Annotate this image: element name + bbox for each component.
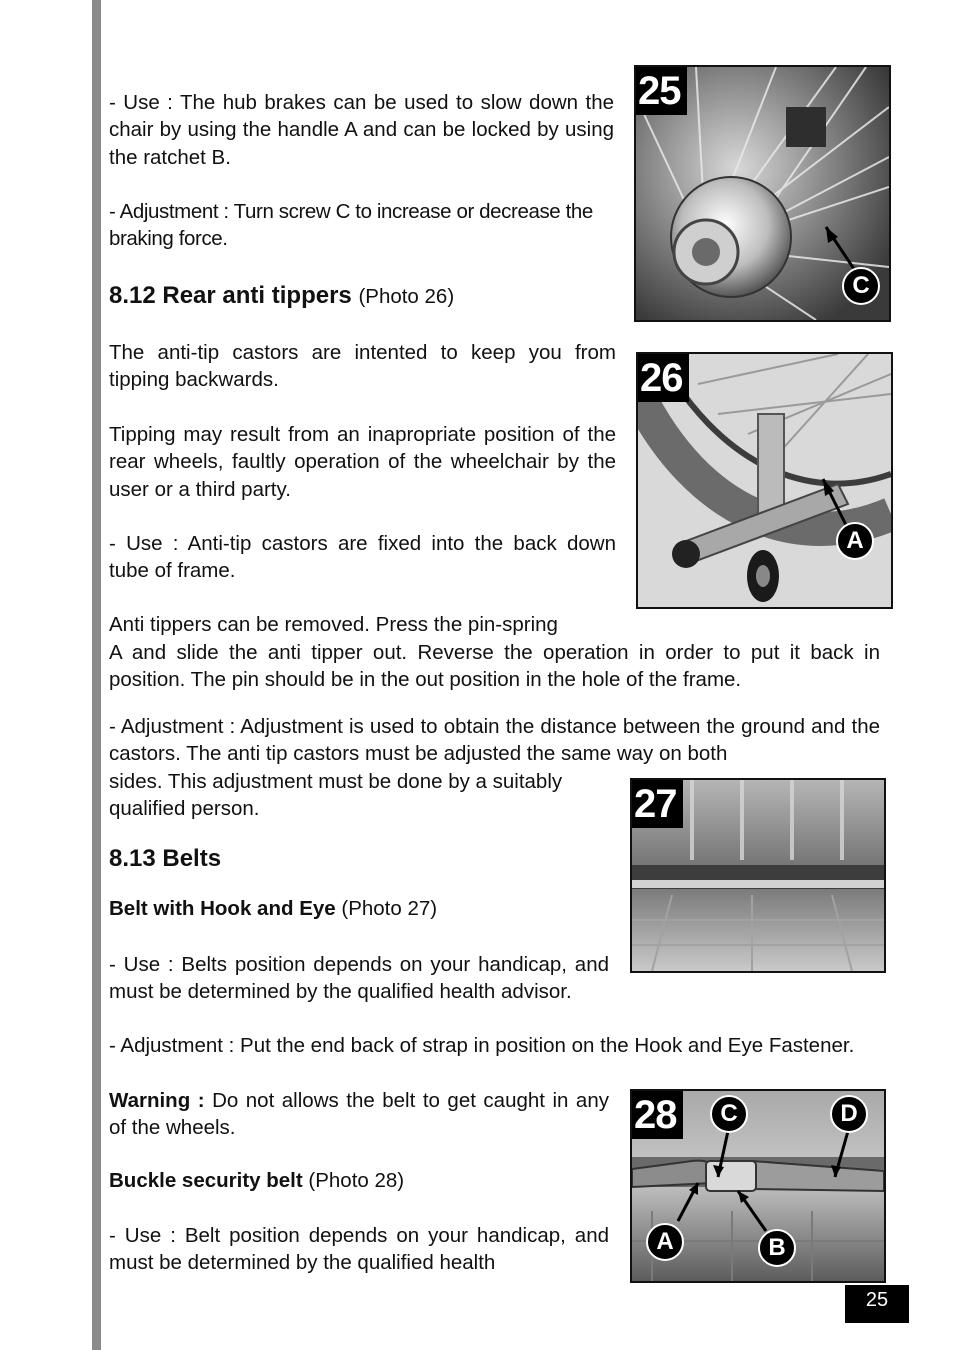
warning-body: Do not allows the belt to get caught in any of the wheels. [109, 1089, 609, 1140]
buckle-title: Buckle security belt [109, 1169, 303, 1192]
photo-26-anti-tipper [636, 352, 893, 609]
photo-28-callout-a: A [646, 1223, 684, 1261]
section-812-title: 8.12 Rear anti tippers [109, 282, 352, 309]
anti-tip-removal-line1: Anti tippers can be removed. Press the pin-spring [109, 613, 558, 636]
hook-eye-heading [109, 897, 437, 921]
anti-tip-use-text: - Use : Anti-tip castors are fixed into the back down tube of frame. [109, 532, 616, 583]
anti-tip-adjust-text: - Adjustment : Adjustment is used to obtain the distance between the ground and the castors. The anti tip castors must be adjusted the same way on both [109, 715, 880, 766]
photo-26-callout-a: A [836, 522, 874, 560]
photo-28-buckle-belt [630, 1089, 886, 1283]
hook-eye-use-text: - Use : Belts position depends on your handicap, and must be determined by the qualified health advisor. [109, 953, 609, 1004]
photo-27-number: 27 [632, 780, 683, 828]
page-number: 25 [845, 1285, 909, 1323]
photo-25-number: 25 [636, 67, 687, 115]
page-side-bar [92, 0, 101, 1350]
photo-25-hub-brake [634, 65, 891, 322]
warning-label: Warning : [109, 1089, 205, 1112]
hook-eye-title: Belt with Hook and Eye [109, 897, 336, 920]
buckle-heading [109, 1169, 404, 1193]
anti-tip-intro-text: The anti-tip castors are intented to keep you from tipping backwards. [109, 341, 616, 392]
section-813-title: 8.13 Belts [109, 845, 222, 872]
hub-brakes-use-text: - Use : The hub brakes can be used to slow down the chair by using the handle A and can be locked by using the ratchet B. [109, 91, 614, 169]
anti-tip-removal-text: A and slide the anti tipper out. Reverse the operation in order to put it back in position. The pin should be in the out position in the hole of the frame. [109, 641, 880, 692]
photo-28-callout-b: B [758, 1229, 796, 1267]
photo-28-callout-c: C [710, 1095, 748, 1133]
hub-brakes-adjust-text: - Adjustment : Turn screw C to increase or decrease the braking force. [109, 200, 593, 251]
hook-eye-adjust-text: - Adjustment : Put the end back of strap in position on the Hook and Eye Fastener. [109, 1034, 855, 1057]
warning-text [109, 1087, 609, 1142]
buckle-use-text: - Use : Belt position depends on your handicap, and must be determined by the qualified health [109, 1224, 609, 1275]
photo-25-callout-c: C [842, 267, 880, 305]
photo-28-callout-d: D [830, 1095, 868, 1133]
anti-tip-adjust-text-cont: sides. This adjustment must be done by a suitably qualified person. [109, 770, 563, 821]
anti-tip-risk-text: Tipping may result from an inapropriate position of the rear wheels, faultly operation of the wheelchair by the user or a third party. [109, 423, 616, 501]
photo-28-number: 28 [632, 1091, 683, 1139]
section-812-heading [109, 282, 454, 310]
hook-eye-photo-ref: (Photo 27) [341, 897, 438, 920]
buckle-photo-ref: (Photo 28) [308, 1169, 405, 1192]
photo-26-number: 26 [638, 354, 689, 402]
section-812-photo-ref: (Photo 26) [358, 285, 455, 308]
photo-27-hook-eye-belt [630, 778, 886, 973]
